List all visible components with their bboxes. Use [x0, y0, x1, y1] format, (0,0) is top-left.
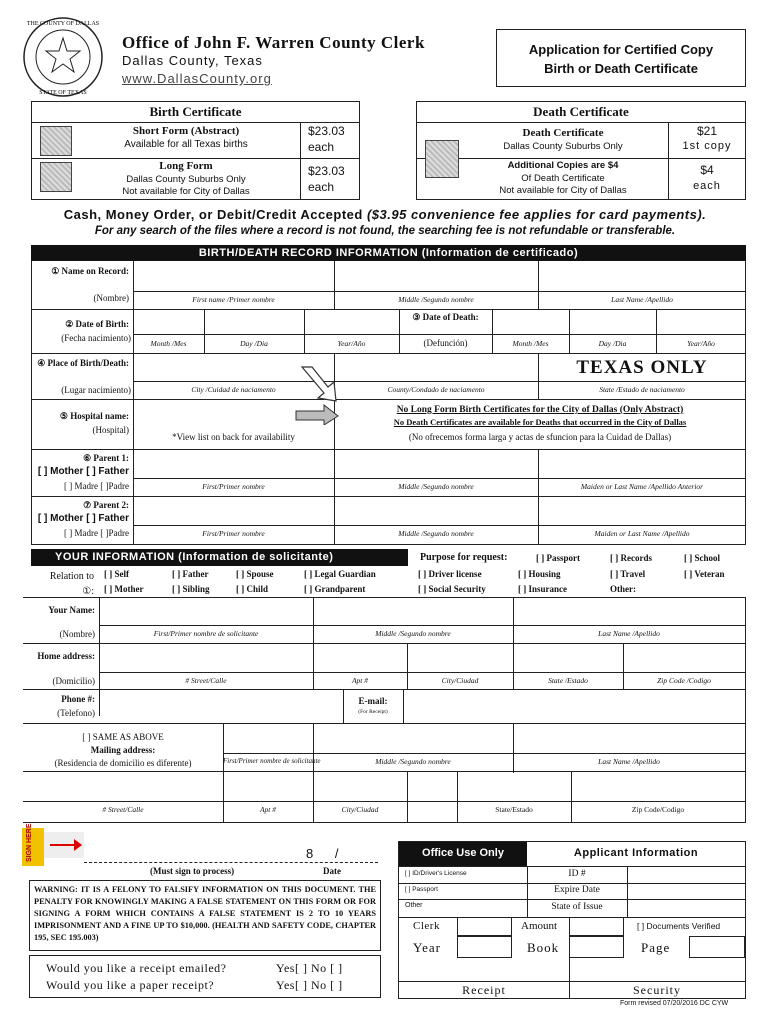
first-name-caption: First name /Primer nombre	[192, 295, 275, 304]
purpose-travel[interactable]: [ ] Travel	[610, 569, 646, 579]
home-address-label: Home address:	[37, 651, 95, 661]
relation-spouse[interactable]: [ ] Spouse	[236, 569, 274, 579]
long-form-desc2: Not available for City of Dallas	[122, 186, 250, 197]
date-caption: Date	[323, 866, 341, 876]
app-title-line2: Birth or Death Certificate	[544, 61, 698, 76]
your-name-label: Your Name:	[48, 605, 95, 615]
search-fee-note: For any search of the files where a record is not found, the searching fee is not refundable or transferable.	[94, 225, 676, 237]
no-death-cert-notice: No Death Certificates are available for Deaths that occurred in the City of Dallas	[393, 417, 687, 427]
date-of-birth-label: ② Date of Birth:	[65, 319, 129, 329]
name-on-record-label-es: (Nombre)	[93, 293, 129, 303]
warning-box	[29, 880, 381, 951]
passport-option[interactable]: [ ] Passport	[405, 886, 438, 893]
svg-text:STATE OF TEXAS: STATE OF TEXAS	[39, 90, 87, 96]
your-info-grid	[23, 597, 746, 823]
signature-line[interactable]	[84, 862, 378, 863]
death-cert-price: $21	[696, 124, 718, 138]
parent1-first-caption: First/Primer nombre	[202, 482, 265, 491]
page-label: Page	[641, 940, 671, 955]
home-city-caption: City/Ciudad	[441, 676, 479, 685]
county-seal	[22, 16, 104, 98]
record-section-header: BIRTH/DEATH RECORD INFORMATION (Information de certificado)	[31, 245, 746, 261]
purpose-other[interactable]: Other:	[610, 584, 636, 594]
home-zip-caption: Zip Code /Codigo	[657, 676, 711, 685]
year-input[interactable]	[457, 936, 512, 958]
expire-date-label: Expire Date	[554, 885, 600, 895]
parent1-middle-caption: Middle /Segundo nombre	[398, 482, 474, 491]
birth-certificate-box	[31, 101, 360, 200]
record-section-grid	[31, 261, 746, 545]
name-on-record-label: ① Name on Record:	[51, 266, 129, 276]
death-cert-name: Death Certificate	[522, 127, 604, 139]
email-sublabel: (For Receipt)	[358, 709, 388, 715]
convenience-fee: ($3.95 convenience fee applies for card payments).	[366, 207, 707, 222]
id-license-option[interactable]: [ ] ID/Driver's License	[405, 870, 467, 877]
office-use-label: Office Use Only	[422, 847, 504, 859]
long-form-thumbnail	[40, 162, 72, 192]
date-of-birth-label-es: (Fecha nacimiento)	[61, 333, 131, 343]
short-form-price: $23.03	[308, 124, 345, 138]
phone-label-es: (Telefono)	[57, 708, 95, 718]
purpose-insurance[interactable]: [ ] Insurance	[518, 584, 567, 594]
parent1-options[interactable]: [ ] Mother [ ] Father	[37, 466, 129, 477]
birth-cert-title: Birth Certificate	[149, 104, 242, 119]
state-of-issue-label: State of Issue	[551, 902, 603, 912]
additional-copies-desc1: Of Death Certificate	[521, 173, 605, 184]
parent2-first-caption: First/Primer nombre	[202, 529, 265, 538]
parent2-options-es[interactable]: [ ] Madre [ ]Padre	[64, 528, 129, 538]
short-form-unit: each	[308, 140, 335, 154]
state-caption: State /Estado de naciamento	[599, 385, 685, 394]
home-state-caption: State /Estado	[548, 676, 588, 685]
short-form-thumbnail	[40, 126, 72, 156]
your-middle-caption: Middle /Segundo nombre	[375, 629, 451, 638]
county-url[interactable]: www.DallasCounty.org	[122, 71, 272, 86]
application-title-box	[496, 29, 746, 87]
phone-input[interactable]	[100, 690, 342, 722]
no-long-form-notice: No Long Form Birth Certificates for the City of Dallas (Only Abstract)	[396, 405, 684, 415]
parent1-last-caption: Maiden or Last Name /Apellido Anterior	[580, 482, 704, 491]
same-as-above-checkbox[interactable]: [ ] SAME AS ABOVE	[82, 732, 164, 742]
mailing-middle-caption: Middle /Segundo nombre	[375, 757, 451, 766]
date-prefill[interactable]: 8 /	[306, 846, 339, 861]
additional-copies-price: $4	[700, 163, 714, 177]
mailing-address-label: Mailing address:	[90, 745, 156, 755]
death-year-caption: Year/Año	[687, 339, 715, 348]
parent1-label: ⑥ Parent 1:	[83, 453, 129, 463]
mailing-street-caption: # Street/Calle	[102, 805, 144, 814]
felony-warning: WARNING: IT IS A FELONY TO FALSIFY INFORMATION ON THIS DOCUMENT. THE PENALTY FOR KNOWINGLY MAKING A FALSE STATEMENT ON THIS FORM OR FOR SIGNING A FORM WHICH CONTAINS A FALSE STATEMENT IS 2 TO 10 YEARS IMPRISONMENT AND A FINE UP TO $10,000. (HEALTH AND SAFETY CODE, CHAPTER 195, SEC 195.003)	[34, 885, 376, 942]
home-apt-caption: Apt #	[351, 676, 369, 685]
purpose-label: Purpose for request:	[420, 552, 508, 563]
sign-here-label: SIGN HERE	[26, 823, 33, 862]
documents-verified-checkbox[interactable]: [ ] Documents Verified	[637, 921, 721, 931]
year-label: Year	[413, 940, 441, 955]
amount-input[interactable]	[569, 917, 624, 936]
app-title-line1: Application for Certified Copy	[528, 42, 714, 57]
receipt-email-yes-no[interactable]: Yes[ ] No [ ]	[276, 961, 343, 975]
purpose-records[interactable]: [ ] Records	[610, 553, 652, 563]
your-last-caption: Last Name /Apellido	[598, 629, 660, 638]
sign-here-tab	[22, 823, 44, 866]
email-input[interactable]	[404, 690, 744, 722]
death-cert-thumbnail	[425, 140, 459, 178]
last-name-input[interactable]	[539, 262, 745, 290]
relation-child[interactable]: [ ] Child	[236, 584, 269, 594]
date-of-death-label-es: (Defunción)	[423, 338, 468, 348]
birth-day-caption: Day /Dia	[240, 339, 268, 348]
purpose-driver-license[interactable]: [ ] Driver license	[418, 569, 482, 579]
county-caption: County/Condado de naciamento	[387, 385, 485, 394]
hospital-name-label: ⑤ Hospital name:	[59, 411, 129, 421]
purpose-veteran[interactable]: [ ] Veteran	[684, 569, 725, 579]
county-name: Dallas County, Texas	[122, 53, 263, 68]
purpose-school[interactable]: [ ] School	[684, 553, 720, 563]
payment-line	[0, 207, 770, 222]
middle-name-input[interactable]	[335, 262, 537, 290]
birth-month-caption: Month /Mes	[150, 339, 187, 348]
receipt-paper-yes-no[interactable]: Yes[ ] No [ ]	[276, 978, 343, 992]
clerk-label: Clerk	[413, 920, 440, 932]
additional-copies-unit: each	[693, 180, 721, 192]
death-month-caption: Month /Mes	[512, 339, 549, 348]
no-long-form-notice-es: (No ofrecemos forma larga y actas de sfuncion para la Cuidad de Dallas)	[408, 432, 672, 442]
death-cert-title: Death Certificate	[533, 104, 629, 119]
middle-name-caption: Middle /Segundo nombre	[398, 295, 474, 304]
your-info-header: YOUR INFORMATION (Information de solicitante)	[31, 549, 408, 566]
relation-self[interactable]: [ ] Self	[104, 569, 129, 579]
office-title: Office of John F. Warren County Clerk	[122, 33, 425, 52]
short-form-desc: Available for all Texas births	[124, 139, 248, 150]
first-name-input[interactable]	[134, 262, 333, 290]
city-caption: City /Cuidad de naciamento	[191, 385, 276, 394]
parent1-options-es[interactable]: [ ] Madre [ ]Padre	[64, 481, 129, 491]
purpose-passport[interactable]: [ ] Passport	[536, 553, 580, 563]
clerk-input[interactable]	[457, 917, 512, 936]
birth-year-caption: Year/Año	[337, 339, 366, 348]
security-label: Security	[633, 983, 681, 997]
additional-copies-desc2: Not available for City of Dallas	[499, 185, 627, 196]
mailing-state-caption: State/Estado	[495, 805, 533, 814]
sign-arrow-icon	[44, 832, 84, 858]
receipt-box	[29, 955, 381, 998]
home-street-caption: # Street/Calle	[185, 676, 227, 685]
purpose-housing[interactable]: [ ] Housing	[518, 569, 561, 579]
death-certificate-box	[416, 101, 746, 200]
relation-mother[interactable]: [ ] Mother	[104, 584, 144, 594]
mailing-last-caption: Last Name /Apellido	[598, 757, 660, 766]
other-option[interactable]: Other	[405, 902, 423, 909]
payment-methods: Cash, Money Order, or Debit/Credit Accepted	[63, 207, 367, 222]
relation-legal-guardian[interactable]: [ ] Legal Guardian	[304, 569, 376, 579]
mailing-address-label-es: (Residencia de domicilio es diferente)	[54, 758, 192, 768]
mailing-zip-caption: Zip Code/Codigo	[631, 805, 685, 814]
parent2-middle-caption: Middle /Segundo nombre	[398, 529, 474, 538]
relation-sibling[interactable]: [ ] Sibling	[172, 584, 210, 594]
phone-label: Phone #:	[61, 694, 95, 704]
id-number-label: ID #	[568, 869, 586, 879]
last-name-caption: Last Name /Apellido	[611, 295, 673, 304]
hospital-name-label-es: (Hospital)	[92, 425, 129, 435]
applicant-info-label: Applicant Information	[573, 847, 699, 859]
parent2-label: ⑦ Parent 2:	[83, 500, 129, 510]
parent2-options[interactable]: [ ] Mother [ ] Father	[37, 513, 129, 524]
relation-grandparent[interactable]: [ ] Grandparent	[304, 584, 366, 594]
death-cert-unit: 1st copy	[682, 140, 732, 152]
page-input[interactable]	[689, 936, 745, 958]
death-cert-desc: Dallas County Suburbs Only	[503, 141, 623, 152]
book-input[interactable]	[569, 936, 624, 958]
your-first-caption: First/Primer nombre de solicitante	[153, 629, 259, 638]
long-form-desc1: Dallas County Suburbs Only	[126, 174, 246, 185]
mailing-city-caption: City/Ciudad	[341, 805, 379, 814]
short-form-name: Short Form (Abstract)	[132, 125, 240, 137]
your-name-label-es: (Nombre)	[59, 629, 95, 639]
receipt-email-question: Would you like a receipt emailed?	[46, 961, 227, 975]
long-form-price: $23.03	[308, 164, 345, 178]
mailing-apt-caption: Apt #	[259, 805, 277, 814]
purpose-social-security[interactable]: [ ] Social Security	[418, 584, 486, 594]
svg-text:THE COUNTY OF DALLAS: THE COUNTY OF DALLAS	[26, 21, 100, 27]
home-address-label-es: (Domicilio)	[52, 676, 95, 686]
date-of-death-label: ③ Date of Death:	[412, 312, 479, 322]
relation-father[interactable]: [ ] Father	[172, 569, 209, 579]
hospital-availability-note: *View list on back for availability	[172, 432, 295, 442]
mailing-first-caption: First/Primer nombre de solicitante	[223, 757, 321, 765]
relation-label: Relation to ①:	[49, 571, 94, 597]
receipt-paper-question: Would you like a paper receipt?	[46, 978, 215, 992]
book-label: Book	[527, 940, 560, 955]
office-use-box	[398, 841, 746, 999]
parent2-last-caption: Maiden or Last Name /Apellido	[594, 529, 690, 538]
amount-label: Amount	[521, 920, 558, 932]
place-of-birth-label: ④ Place of Birth/Death:	[37, 358, 129, 368]
receipt-label: Receipt	[462, 983, 506, 997]
form-revised-note: Form revised 07/20/2016 DC CYW	[620, 1000, 729, 1007]
long-form-unit: each	[308, 180, 335, 194]
death-day-caption: Day /Dia	[598, 339, 627, 348]
texas-only-label: TEXAS ONLY	[576, 357, 708, 378]
additional-copies-name: Additional Copies are $4	[507, 160, 619, 171]
email-label: E-mail:	[358, 696, 388, 706]
long-form-name: Long Form	[159, 160, 213, 172]
must-sign-note: (Must sign to process)	[150, 866, 235, 876]
place-of-birth-label-es: (Lugar nacimiento)	[61, 385, 131, 395]
arrow-icon	[294, 365, 358, 425]
